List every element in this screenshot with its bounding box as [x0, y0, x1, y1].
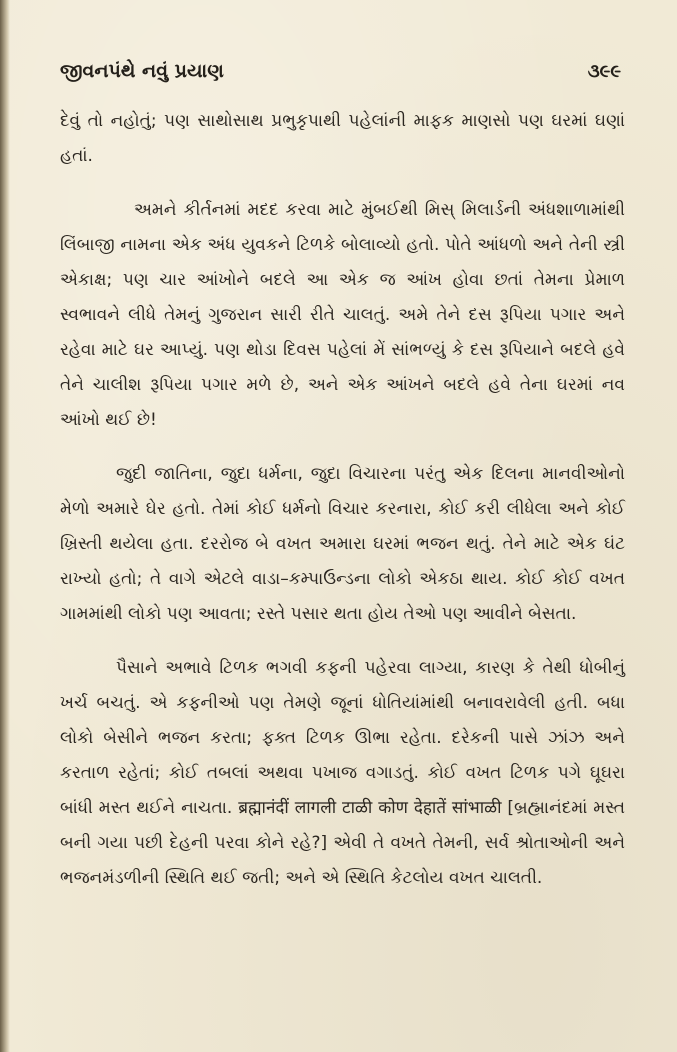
body-text: [60, 104, 625, 896]
paragraph-continued: દેવું તો નહોતું; પણ સાથોસાથ પ્રભુકૃપાથી પહેલાંની માફક માણસો પણ ઘરમાં ઘણાં હતાં.: [60, 111, 625, 166]
paragraph-bhajan: પૈસાને અભાવે ટિળક ભગવી કફની પહેરવા લાગ્યા, કારણ કે તેથી ધોબીનું ખર્ચ બચતું. એ કફનીઓ પણ તેમણે જૂનાં ધોતિયાંમાંથી બનાવરાવેલી હતી. બધા લોકો બેસીને ભજન કરતા; ફક્ત ટિળક ઊભા રહેતા. દરેકની પાસે ઝાંઝ અને કરતાળ રહેતાં; કોઈ તબલાં અથવા પખાજ વગાડતું. કોઈ વખત ટિળક પગે ઘૂઘરા બાંધી મસ્ત થઈને નાચતા. ब्रह्मानंदीं लागली टाळी कोण देहातें सांभाळी [બ્રહ્માનંદમાં મસ્ત બની ગયા પછી દેહની પરવા કોને રહે?] એવી તે વખતે તેમની, સર્વ શ્રોતાઓની અને ભજનમંડળીની સ્થિતિ થઈ જતી; અને એ સ્થિતિ કેટલોય વખત ચાલતી.: [60, 658, 625, 888]
page-number: ૩૯૯: [587, 61, 621, 82]
page-spine-shadow: [0, 0, 10, 1052]
running-header: [60, 60, 625, 82]
paragraph-gathering: જુદી જાતિના, જુદા ધર્મના, જુદા વિચારના પરંતુ એક દિલના માનવીઓનો મેળો અમારે ઘેર હતો. તેમાં કોઈ ધર્મનો વિચાર કરનારા, કોઈ કરી લીધેલા અને કોઈ ખ્રિસ્તી થયેલા હતા. દરરોજ બે વખત અમારા ઘરમાં ભજન થતું. તેને માટે એક ઘંટ રાખ્યો હતો; તે વાગે એટલે વાડા–કમ્પાઉન્ડના લોકો એકઠા થાય. કોઈ કોઈ વખત ગામમાંથી લોકો પણ આવતા; રસ્તે પસાર થતા હોય તેઓ પણ આવીને બેસતા.: [60, 464, 625, 624]
chapter-title: જીવનપંથે નવું પ્રયાણ: [60, 60, 224, 82]
paragraph-limbaji: અમને કીર્તનમાં મદદ કરવા માટે મુંબઈથી મિસ્ મિલાર્ડની અંધશાળામાંથી લિંબાજી નામના એક અંધ યુવકને ટિળકે બોલાવ્યો હતો. પોતે આંધળો અને તેની સ્ત્રી એકાક્ષ; પણ ચાર આંખોને બદલે આ એક જ આંખ હોવા છતાં તેમના પ્રેમાળ સ્વભાવને લીધે તેમનું ગુજરાન સારી રીતે ચાલતું. અમે તેને દસ રૂપિયા પગાર અને રહેવા માટે ઘર આપ્યું. પણ થોડા દિવસ પહેલાં મેં સાંભળ્યું કે દસ રૂપિયાને બદલે હવે તેને ચાલીશ રૂપિયા પગાર મળે છે, અને એક આંખને બદલે હવે તેના ઘરમાં નવ આંખો થઈ છે!: [60, 200, 625, 430]
